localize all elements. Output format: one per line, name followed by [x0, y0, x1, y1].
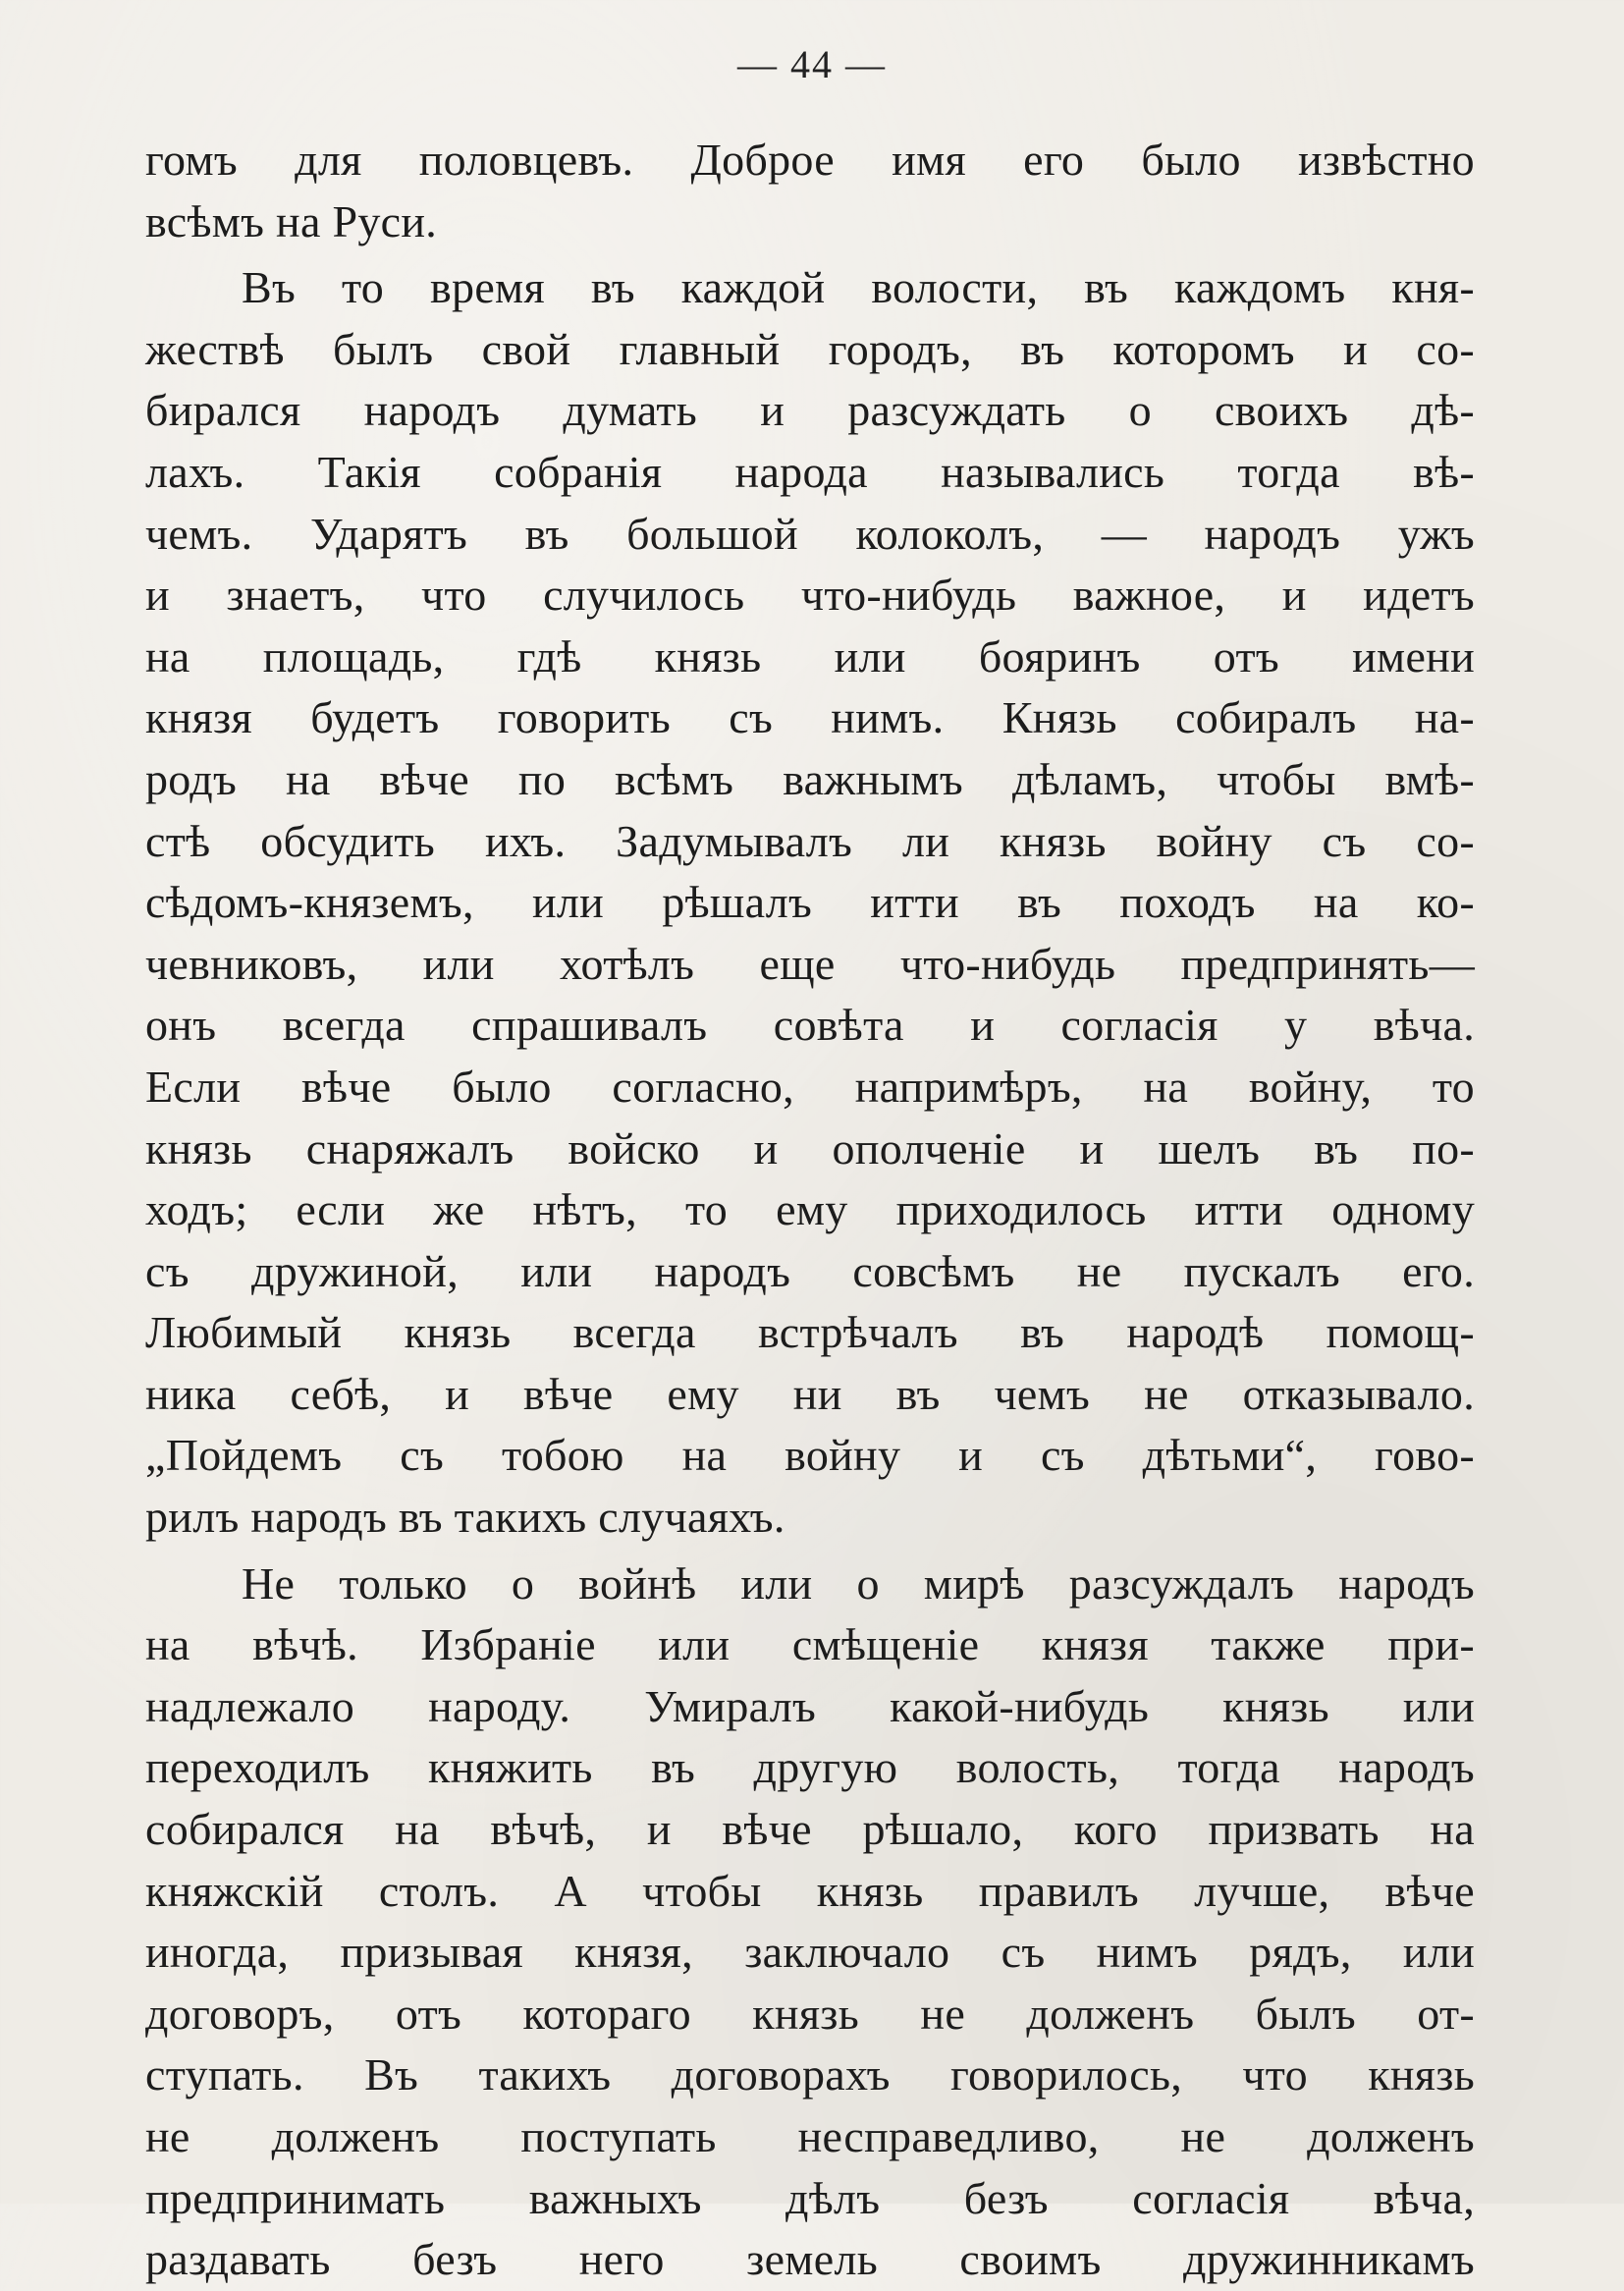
text-line: собирался на вѣчѣ, и вѣче рѣшало, кого призвать на [145, 1804, 1475, 1855]
text-line: „Пойдемъ съ тобою на войну и съ дѣтьми“, гово- [145, 1430, 1475, 1481]
body-text [145, 130, 1475, 2291]
paragraph-first-line: Въ то время въ каждой волости, въ каждомъ кня- [242, 262, 1475, 313]
text-line: надлежало народу. Умиралъ какой-нибудь князь или [145, 1680, 1475, 1731]
text-line: чевниковъ, или хотѣлъ еще что-нибудь предпринять— [145, 938, 1475, 989]
text-line: договоръ, отъ котораго князь не долженъ былъ от- [145, 1988, 1475, 2039]
text-line: всѣмъ на Руси. [145, 195, 438, 246]
text-line: ходъ; если же нѣтъ, то ему приходилось итти одному [145, 1184, 1475, 1235]
text-line: не долженъ поступать несправедливо, не долженъ [145, 2111, 1475, 2161]
text-line: и знаетъ, что случилось что-нибудь важное, и идетъ [145, 570, 1475, 621]
text-line: съ дружиной, или народъ совсѣмъ не пускалъ его. [145, 1245, 1475, 1296]
text-line: рилъ народъ въ такихъ случаяхъ. [145, 1492, 785, 1543]
text-line: Если вѣче было согласно, напримѣръ, на войну, то [145, 1061, 1475, 1112]
text-line: ника себѣ, и вѣче ему ни въ чемъ не отказывало. [145, 1368, 1475, 1419]
text-line: гомъ для половцевъ. Доброе имя его было извѣстно [145, 135, 1475, 185]
text-line: жествѣ былъ свой главный городъ, въ которомъ и со- [145, 323, 1475, 374]
text-line: онъ всегда спрашивалъ совѣта и согласія у вѣча. [145, 1000, 1475, 1051]
text-line: раздавать безъ него земель своимъ дружинникамъ [145, 2234, 1475, 2285]
text-line: чемъ. Ударятъ въ большой колоколъ, — народъ ужъ [145, 508, 1475, 559]
text-line: князя будетъ говорить съ нимъ. Князь собиралъ на- [145, 692, 1475, 743]
text-line: на площадь, гдѣ князь или бояринъ отъ имени [145, 630, 1475, 682]
text-line: князь снаряжалъ войско и ополченіе и шелъ въ по- [145, 1122, 1475, 1173]
text-line: лахъ. Такія собранія народа назывались тогда вѣ- [145, 446, 1475, 497]
text-line: стѣ обсудить ихъ. Задумывалъ ли князь войну съ со- [145, 815, 1475, 866]
page-number: — 44 — [737, 42, 887, 86]
text-line: предпринимать важныхъ дѣлъ безъ согласія вѣча, [145, 2172, 1475, 2223]
text-line: переходилъ княжить въ другую волость, тогда народъ [145, 1742, 1475, 1793]
paragraph-first-line: Не только о войнѣ или о мирѣ разсуждалъ народъ [242, 1557, 1475, 1609]
text-line: родъ на вѣче по всѣмъ важнымъ дѣламъ, чтобы вмѣ- [145, 753, 1475, 804]
text-line: на вѣчѣ. Избраніе или смѣщеніе князя также при- [145, 1619, 1475, 1670]
text-line: иногда, призывая князя, заключало съ нимъ рядъ, или [145, 1927, 1475, 1978]
text-line: сѣдомъ-княземъ, или рѣшалъ итти въ походъ на ко- [145, 877, 1475, 928]
text-line: Любимый князь всегда встрѣчалъ въ народѣ помощ- [145, 1307, 1475, 1358]
text-line: бирался народъ думать и разсуждать о своихъ дѣ- [145, 385, 1475, 436]
text-line: княжскій столъ. А чтобы князь правилъ лучше, вѣче [145, 1865, 1475, 1916]
text-line: ступать. Въ такихъ договорахъ говорилось, что князь [145, 2049, 1475, 2100]
